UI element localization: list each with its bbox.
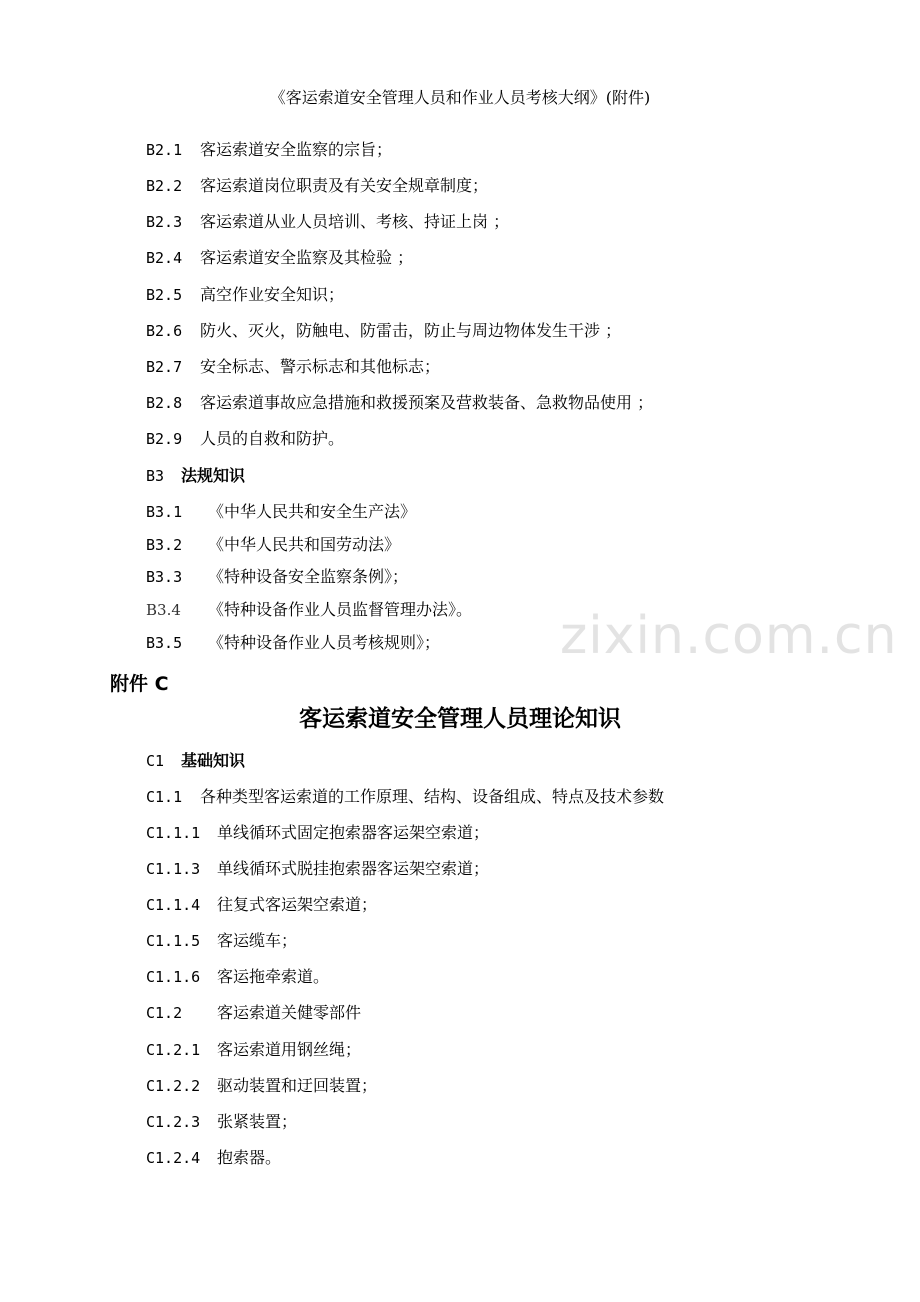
list-item [146,534,400,556]
list-item [146,392,653,414]
item-number: B2.5 [146,286,183,304]
list-item [146,284,344,306]
list-item [146,175,488,197]
item-text: 客运索道安全监察的宗旨； [200,140,393,159]
list-item [146,211,509,233]
heading-number: C1 [146,752,165,770]
item-text: 客运索道事故应急措施和救援预案及营救装备、急救物品使用 ； [200,393,654,412]
item-number: B2.1 [146,141,183,159]
list-item [146,822,489,844]
item-text: 高空作业安全知识； [200,285,345,304]
item-number: B2.4 [146,249,183,267]
list-item [146,894,377,916]
item-text: 单线循环式固定抱索器客运架空索道； [217,823,490,842]
item-text: 《特种设备作业人员考核规则》； [208,633,441,652]
item-number: B3.2 [146,536,183,554]
item-number: C1.2.2 [146,1077,201,1095]
item-number: B2.8 [146,394,183,412]
item-number: C1.1.4 [146,896,201,914]
item-number: C1.2 [146,1004,183,1022]
item-text: 《中华人民共和安全生产法》 [208,502,417,521]
list-item [146,858,489,880]
item-text: 客运拖牵索道。 [217,967,330,986]
list-item [146,247,413,269]
item-text: 人员的自救和防护。 [200,429,345,448]
list-item [146,632,440,654]
item-text: 安全标志、警示标志和其他标志； [200,357,441,376]
item-number: C1.1.6 [146,968,201,986]
heading-number: B3 [146,467,165,485]
list-item [146,139,392,161]
item-text: 客运索道用钢丝绳； [217,1040,362,1059]
list-item [146,501,416,523]
watermark: zixin.com.cn [560,606,898,666]
list-item [146,356,440,378]
item-text: 往复式客运架空索道； [217,895,378,914]
page-header: 《客运索道安全管理人员和作业人员考核大纲》(附件) [269,88,651,107]
subsection-heading [146,786,664,808]
item-number: C1.2.4 [146,1149,201,1167]
item-number: B2.9 [146,430,183,448]
item-text: 客运缆车； [217,931,298,950]
item-text: 张紧装置； [217,1112,298,1131]
list-item [146,1147,281,1169]
item-number: C1.1.5 [146,932,201,950]
list-item [146,930,297,952]
item-number: B3.4 [146,601,181,619]
section-heading-c1 [146,750,245,772]
list-item [146,1075,377,1097]
list-item [146,320,621,342]
item-number: B2.3 [146,213,183,231]
item-text: 客运索道安全监察及其检验 ； [200,248,414,267]
item-number: C1.1.3 [146,860,201,878]
item-text: 防火、灭火，防触电、防雷击，防止与周边物体发生干涉 ； [200,321,622,340]
item-number: C1.1 [146,788,183,806]
heading-text: 法规知识 [181,466,246,485]
item-number: C1.2.3 [146,1113,201,1131]
item-number: B2.2 [146,177,183,195]
item-text: 各种类型客运索道的工作原理、结构、设备组成、特点及技术参数 [200,787,665,806]
item-text: 抱索器。 [217,1148,282,1167]
heading-text: 基础知识 [181,751,246,770]
appendix-label: 附件 C [110,673,169,695]
item-text: 《特种设备作业人员监督管理办法》。 [208,600,473,619]
list-item [146,428,344,450]
item-number: B3.3 [146,568,183,586]
item-text: 驱动装置和迂回装置； [217,1076,378,1095]
item-text: 《特种设备安全监察条例》； [208,567,409,586]
section-title: 客运索道安全管理人员理论知识 [299,706,621,732]
subsection-heading [146,1002,361,1024]
item-number: B2.7 [146,358,183,376]
list-item [146,966,329,988]
item-number: B3.5 [146,634,183,652]
item-text: 客运索道关健零部件 [217,1003,362,1022]
item-text: 客运索道岗位职责及有关安全规章制度； [200,176,489,195]
item-number: B3.1 [146,503,183,521]
item-text: 客运索道从业人员培训、考核、持证上岗 ； [200,212,510,231]
item-number: C1.2.1 [146,1041,201,1059]
section-heading-b3 [146,465,245,487]
list-item [146,1111,297,1133]
item-text: 单线循环式脱挂抱索器客运架空索道； [217,859,490,878]
item-number: B2.6 [146,322,183,340]
list-item [146,599,472,621]
item-text: 《中华人民共和国劳动法》 [208,535,401,554]
list-item [146,1039,361,1061]
list-item [146,566,408,588]
item-number: C1.1.1 [146,824,201,842]
